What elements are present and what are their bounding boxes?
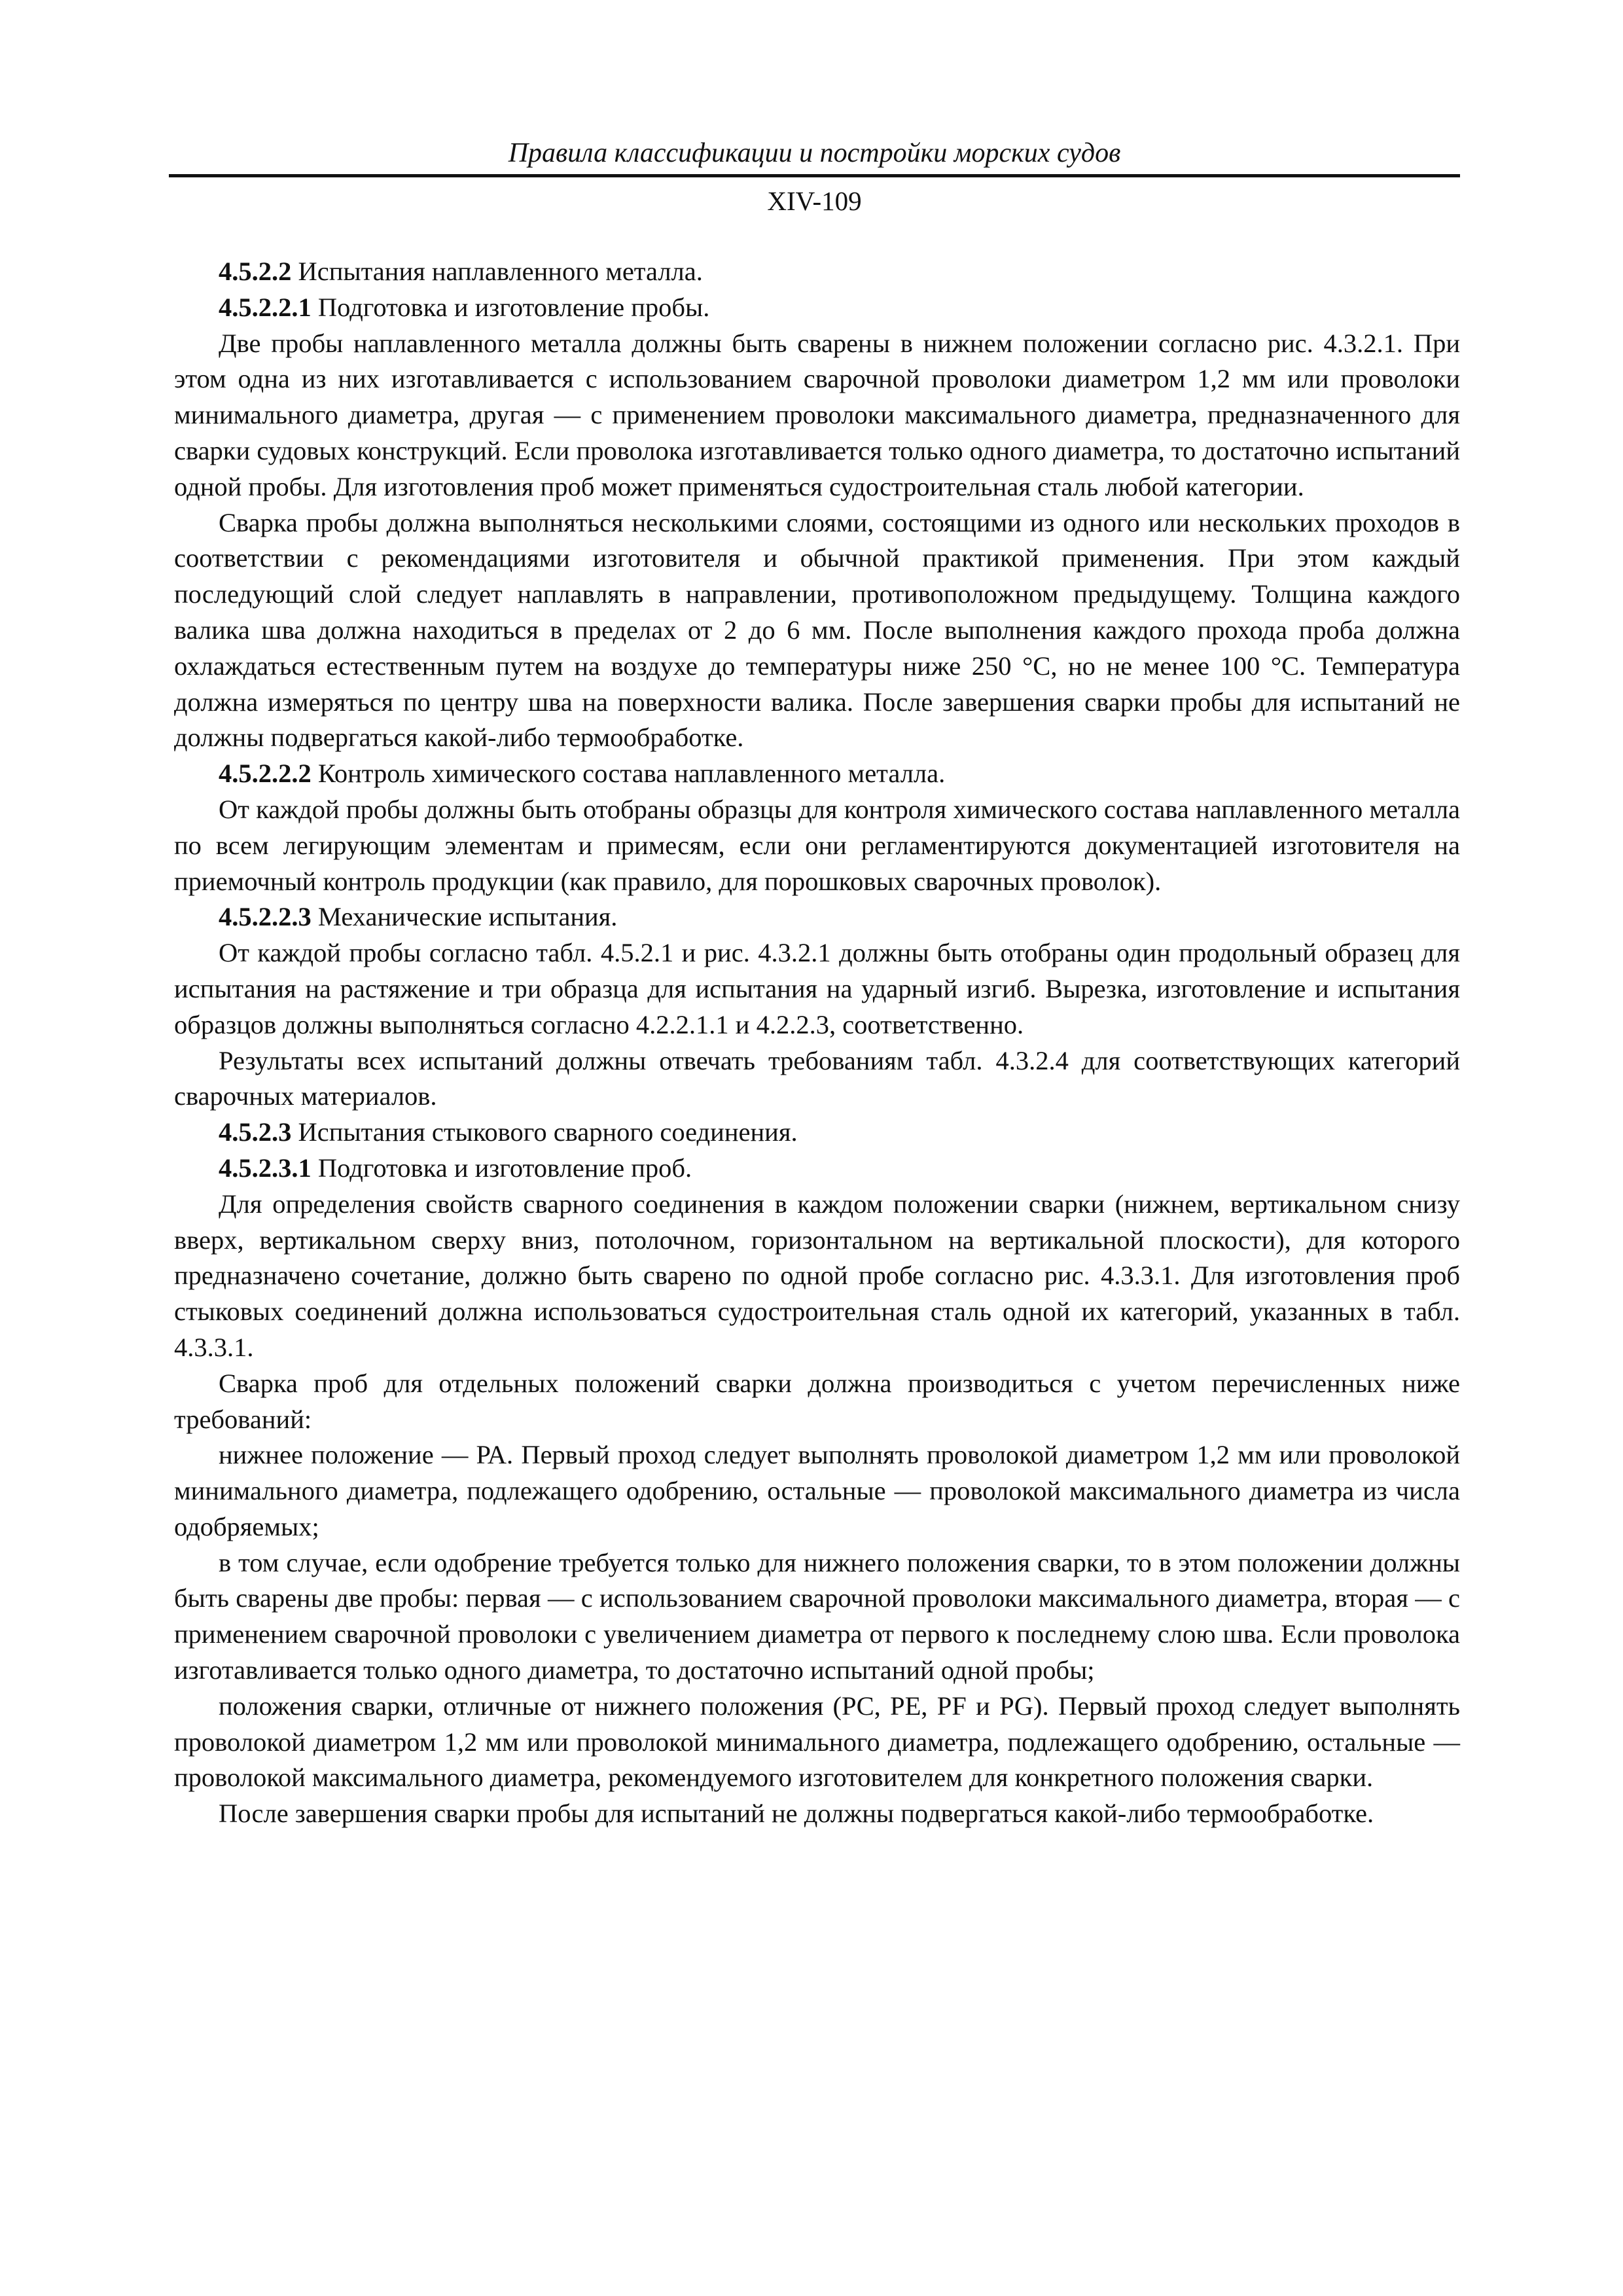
- section-number: 4.5.2.2.2: [219, 759, 312, 789]
- paragraph: От каждой пробы согласно табл. 4.5.2.1 и рис. 4.3.2.1 должны быть отобраны один продольный образец для испытания на растяжение и три образца для испытания на ударный изгиб. Вырезка, изготовление и испытания образцов должны выполняться согласно 4.2.2.1.1 и 4.2.2.3, соответственно.: [174, 938, 1460, 1039]
- paragraph: Для определения свойств сварного соединения в каждом положении сварки (нижнем, вертикальном снизу вверх, вертикальном сверху вниз, потолочном, горизонтальном на вертикальной плоскости), для которого предназначено сочетание, должно быть сварено по одной пробе согласно рис. 4.3.3.1. Для изготовления проб стыковых соединений должна использоваться судостроительная сталь одной их категорий, указанных в табл. 4.3.3.1.: [174, 1189, 1460, 1362]
- section-title: Механические испытания.: [311, 902, 618, 932]
- header-rule: [169, 174, 1460, 177]
- section-title: Испытания наплавленного металла.: [291, 257, 703, 286]
- section-number: 4.5.2.3: [219, 1117, 292, 1147]
- section-heading: [174, 254, 1460, 290]
- paragraph: Сварка пробы должна выполняться несколькими слоями, состоящими из одного или нескольких проходов в соответствии с рекомендациями изготовителя и обычной практикой применения. При этом каждый последующий слой следует наплавлять в направлении, противоположном предыдущему. Толщина каждого валика шва должна находиться в пределах от 2 до 6 мм. После выполнения каждого прохода проба должна охлаждаться естественным путем на воздухе до температуры ниже 250 °С, но не менее 100 °С. Температура должна измеряться по центру шва на поверхности валика. После завершения сварки пробы для испытаний не должны подвергаться какой-либо термообработке.: [174, 507, 1460, 753]
- page-number: XIV-109: [767, 186, 862, 216]
- paragraph: От каждой пробы должны быть отобраны образцы для контроля химического состава наплавленного металла по всем легирующим элементам и примесям, если они регламентируются документацией изготовителя на приемочный контроль продукции (как правило, для порошковых сварочных проволок).: [174, 794, 1460, 896]
- section-heading: [174, 1151, 1460, 1187]
- section-heading: [174, 1115, 1460, 1151]
- running-title: Правила классификации и постройки морских судов: [508, 138, 1121, 168]
- section-number: 4.5.2.3.1: [219, 1153, 312, 1183]
- body-text: [174, 254, 1460, 1832]
- section-title: Испытания стыкового сварного соединения.: [291, 1117, 798, 1147]
- paragraph: Две пробы наплавленного металла должны быть сварены в нижнем положении согласно рис. 4.3.2.1. При этом одна из них изготавливается с использованием сварочной проволоки диаметром 1,2 мм или проволоки минимального диаметра, другая — с применением проволоки максимального диаметра, предназначенного для сварки судовых конструкций. Если проволока изготавливается только одного диаметра, то достаточно испытаний одной пробы. Для изготовления проб может применяться судостроительная сталь любой категории.: [174, 328, 1460, 501]
- paragraph: После завершения сварки пробы для испытаний не должны подвергаться какой-либо термообработке.: [219, 1799, 1374, 1829]
- paragraph: Результаты всех испытаний должны отвечать требованиям табл. 4.3.2.4 для соответствующих категорий сварочных материалов.: [174, 1045, 1460, 1111]
- section-heading: [174, 290, 1460, 326]
- paragraph: нижнее положение — РА. Первый проход следует выполнять проволокой диаметром 1,2 мм или проволокой минимального диаметра, подлежащего одобрению, остальные — проволокой максимального диаметра из числа одобряемых;: [174, 1440, 1460, 1541]
- section-number: 4.5.2.2: [219, 257, 292, 286]
- section-heading: [174, 899, 1460, 935]
- section-number: 4.5.2.2.3: [219, 902, 312, 932]
- section-title: Подготовка и изготовление проб.: [311, 1153, 692, 1183]
- section-title: Контроль химического состава наплавленного металла.: [311, 759, 946, 789]
- paragraph: Сварка проб для отдельных положений сварки должна производиться с учетом перечисленных ниже требований:: [174, 1368, 1460, 1434]
- paragraph: положения сварки, отличные от нижнего положения (PC, PE, PF и PG). Первый проход следует выполнять проволокой диаметром 1,2 мм или проволокой минимального диаметра, подлежащего одобрению, остальные — проволокой максимального диаметра, рекомендуемого изготовителем для конкретного положения сварки.: [174, 1691, 1460, 1793]
- section-heading: [174, 756, 1460, 792]
- paragraph: в том случае, если одобрение требуется только для нижнего положения сварки, то в этом положении должны быть сварены две пробы: первая — с использованием сварочной проволоки максимального диаметра, вторая — с применением сварочной проволоки с увеличением диаметра от первого к последнему слою шва. Если проволока изготавливается только одного диаметра, то достаточно испытаний одной пробы;: [174, 1547, 1460, 1685]
- section-title: Подготовка и изготовление пробы.: [311, 292, 710, 322]
- section-number: 4.5.2.2.1: [219, 292, 312, 322]
